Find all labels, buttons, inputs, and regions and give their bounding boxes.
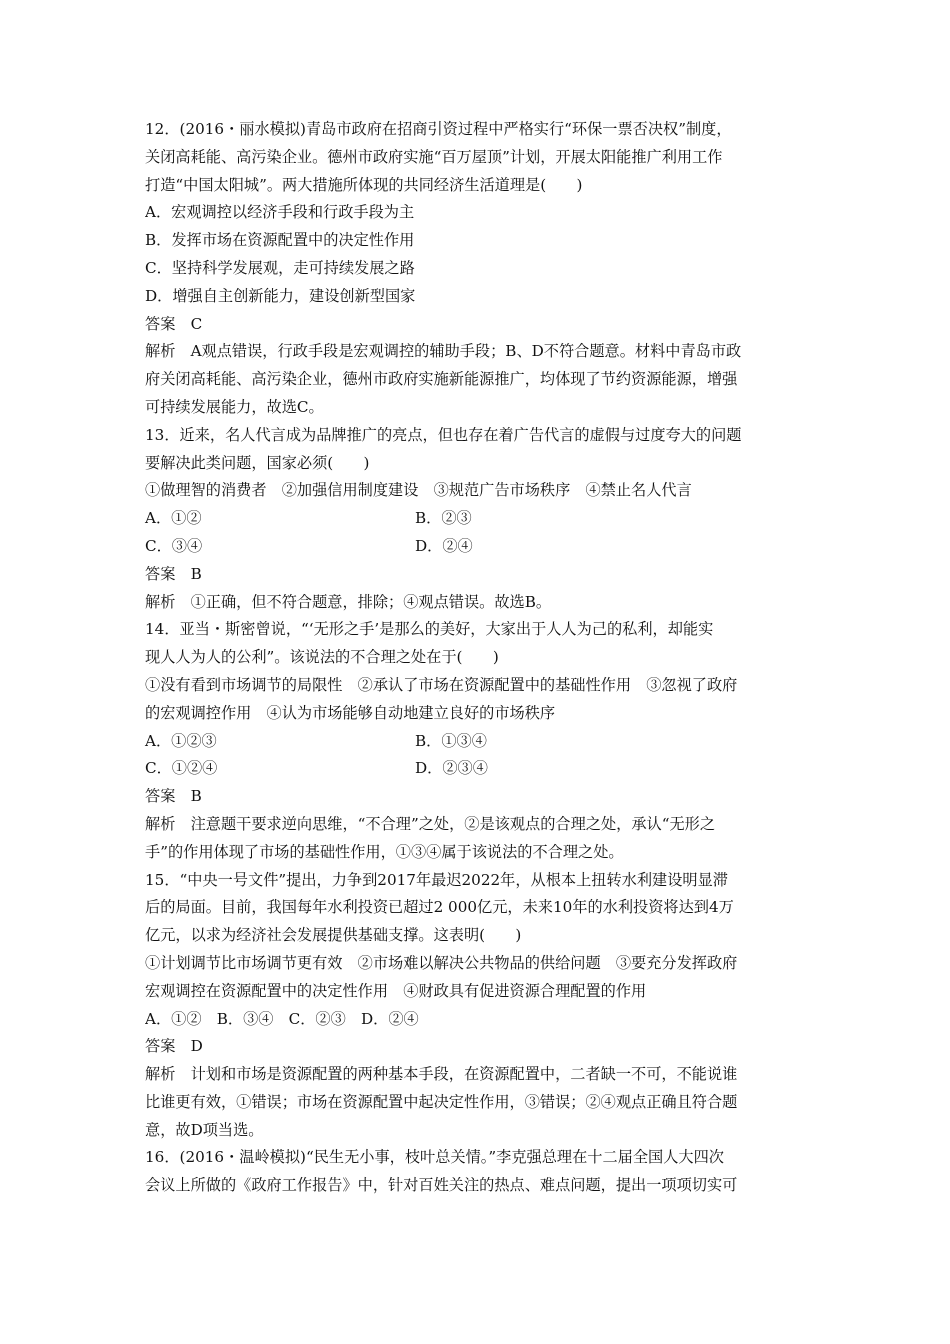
option-d: D．②③④ (415, 759, 488, 778)
answer: 答案 B (145, 787, 202, 806)
statement-items: 的宏观调控作用 ④认为市场能够自动地建立良好的市场秩序 (145, 703, 556, 722)
option-c: C．③④ (145, 536, 203, 555)
question-stem: 打造“中国太阳城”。两大措施所体现的共同经济生活道理是( ) (145, 175, 583, 194)
analysis-line: 解析 ①正确，但不符合题意，排除；④观点错误。故选B。 (145, 592, 552, 611)
analysis-line: 比谁更有效，①错误；市场在资源配置中起决定性作用，③错误；②④观点正确且符合题 (145, 1092, 738, 1111)
option-a: A．①② (145, 509, 202, 528)
question-15 (145, 867, 810, 1145)
question-stem: 15．“中央一号文件”提出，力争到2017年最迟2022年，从根本上扭转水利建设明显滞 (145, 870, 728, 889)
analysis-line: 意，故D项当选。 (145, 1120, 264, 1139)
option-c: C．坚持科学发展观，走可持续发展之路 (145, 258, 415, 277)
answer: 答案 B (145, 564, 202, 583)
question-stem: 现人人为人的公利”。该说法的不合理之处在于( ) (145, 648, 499, 667)
analysis-line: 府关闭高耗能、高污染企业，德州市政府实施新能源推广，均体现了节约资源能源，增强 (145, 370, 738, 389)
question-stem: 12．(2016・丽水模拟)青岛市政府在招商引资过程中严格实行“环保一票否决权”制度， (145, 120, 732, 138)
question-stem: 后的局面。目前，我国每年水利投资已超过2 000亿元，未来10年的水利投资将达到4万 (145, 898, 734, 917)
question-16 (145, 1144, 810, 1200)
analysis-line: 可持续发展能力，故选C。 (145, 397, 324, 416)
statement-items: 宏观调控在资源配置中的决定性作用 ④财政具有促进资源合理配置的作用 (145, 981, 647, 1000)
option-c: C．①②④ (145, 759, 218, 778)
analysis-line: 解析 注意题干要求逆向思维，“不合理”之处，②是该观点的合理之处，承认“无形之 (145, 814, 716, 833)
option-a: A．宏观调控以经济手段和行政手段为主 (145, 203, 415, 222)
option-d: D．②④ (415, 536, 473, 555)
statement-items: ①计划调节比市场调节更有效 ②市场难以解决公共物品的供给问题 ③要充分发挥政府 (145, 953, 738, 972)
statement-items: ①做理智的消费者 ②加强信用制度建设 ③规范广告市场秩序 ④禁止名人代言 (145, 481, 692, 500)
options-row (145, 505, 810, 533)
question-stem: 14．亚当・斯密曾说，“‘无形之手’是那么的美好，大家出于人人为己的私利，却能实 (145, 620, 714, 639)
option-b: B．②③ (415, 509, 472, 528)
option-a: A．①②③ (145, 731, 217, 750)
question-stem: 关闭高耗能、高污染企业。德州市政府实施“百万屋顶”计划，开展太阳能推广利用工作 (145, 147, 723, 166)
analysis-line: 手”的作用体现了市场的基础性作用，①③④属于该说法的不合理之处。 (145, 842, 624, 861)
options-row (145, 533, 810, 561)
question-14 (145, 616, 810, 866)
option-d: D．增强自主创新能力，建设创新型国家 (145, 286, 416, 305)
document-page (145, 116, 810, 1200)
option-b: B．①③④ (415, 731, 487, 750)
options-row (145, 728, 810, 756)
question-12 (145, 116, 810, 422)
question-stem: 亿元，以求为经济社会发展提供基础支撑。这表明( ) (145, 926, 522, 945)
analysis-line: 解析 计划和市场是资源配置的两种基本手段，在资源配置中，二者缺一不可，不能说谁 (145, 1065, 738, 1084)
question-stem: 13．近来，名人代言成为品牌推广的亮点，但也存在着广告代言的虚假与过度夸大的问题 (145, 425, 742, 444)
options-line: A．①② B．③④ C．②③ D．②④ (145, 1009, 419, 1028)
answer: 答案 C (145, 314, 203, 333)
question-13 (145, 422, 810, 617)
options-row (145, 755, 810, 783)
statement-items: ①没有看到市场调节的局限性 ②承认了市场在资源配置中的基础性作用 ③忽视了政府 (145, 675, 738, 694)
option-b: B．发挥市场在资源配置中的决定性作用 (145, 231, 415, 250)
question-stem: 16．(2016・温岭模拟)“民生无小事，枝叶总关情。”李克强总理在十二届全国人大四次 (145, 1148, 724, 1167)
analysis-line: 解析 A观点错误，行政手段是宏观调控的辅助手段；B、D不符合题意。材料中青岛市政 (145, 342, 742, 361)
question-stem: 会议上所做的《政府工作报告》中，针对百姓关注的热点、难点问题，提出一项项切实可 (145, 1176, 738, 1195)
answer: 答案 D (145, 1037, 203, 1056)
question-stem: 要解决此类问题，国家必须( ) (145, 453, 370, 472)
